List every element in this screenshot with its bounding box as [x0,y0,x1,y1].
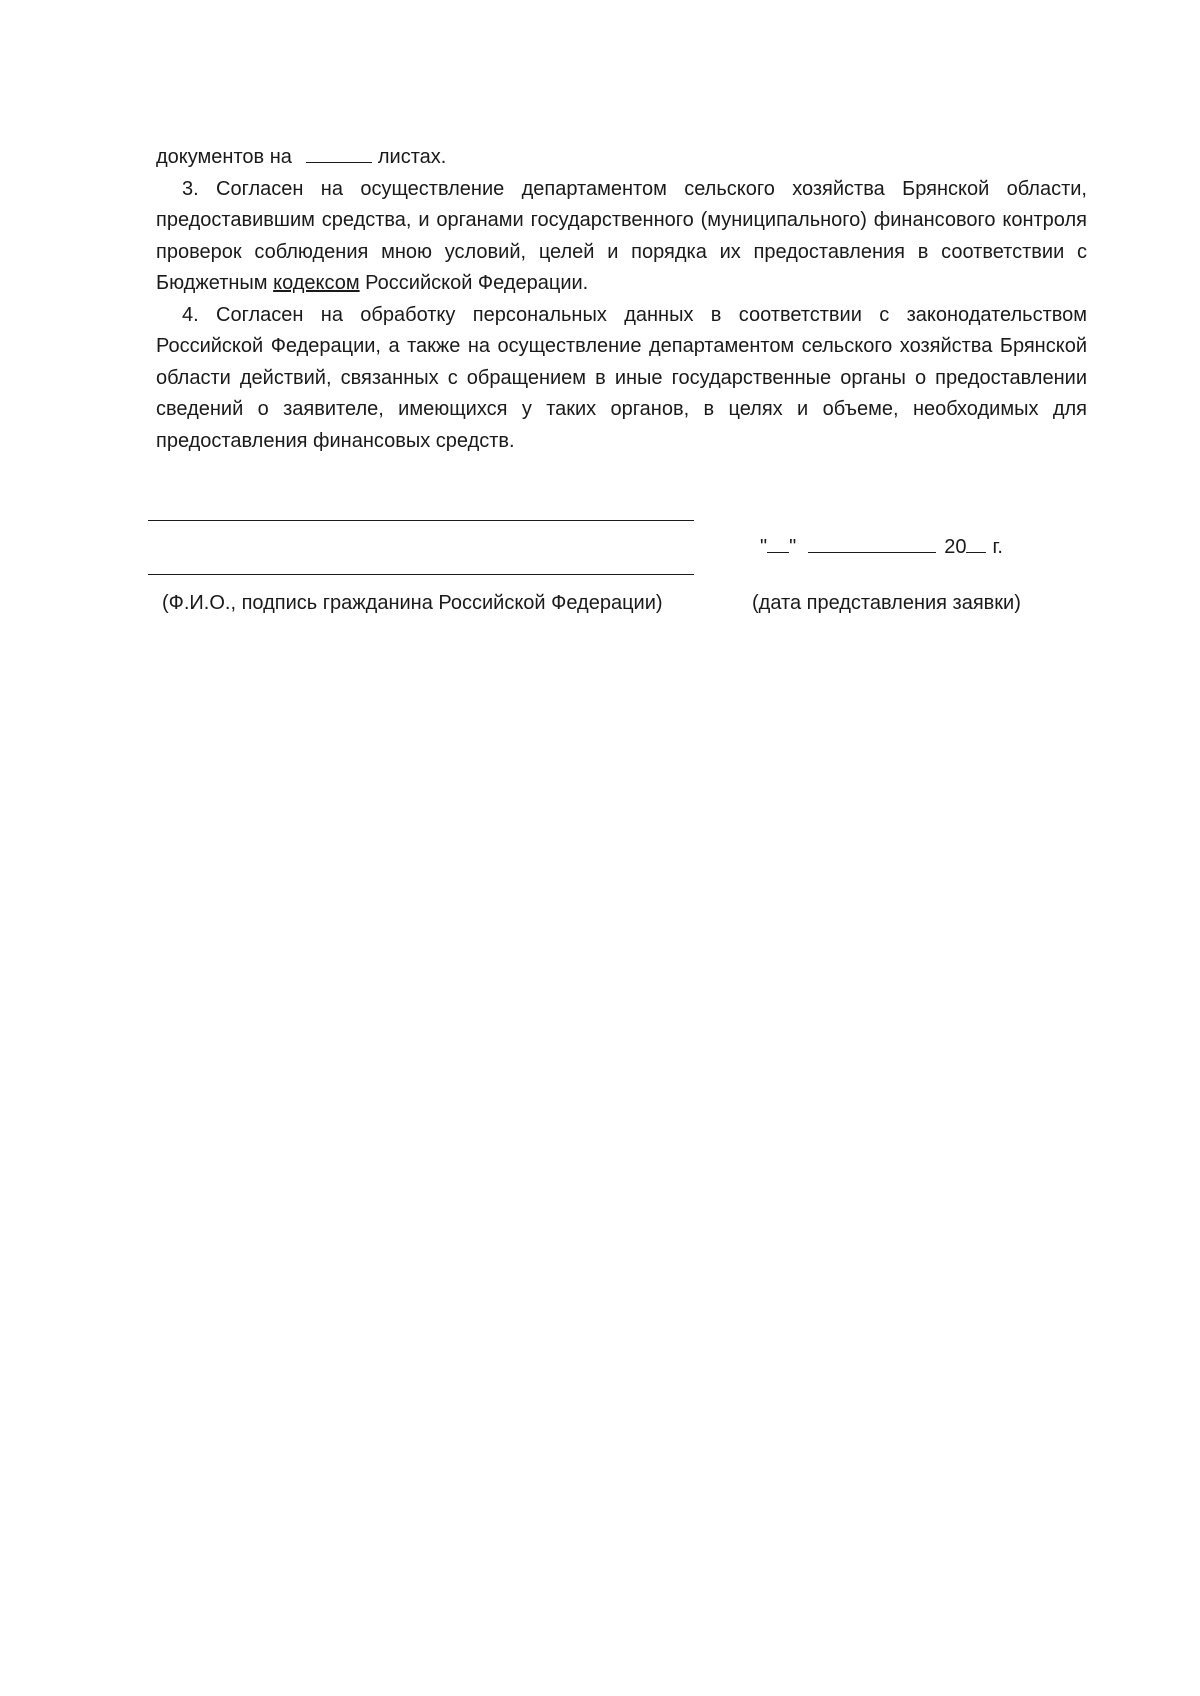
consent-paragraph-3 [156,174,1087,300]
sheets-label: листах. [377,146,447,168]
consent-paragraph-4: 4. Согласен на обработку персональных данных в соответствии с законодательством Российской Федерации, а также на осуществление департаментом сельского хозяйства Брянской области действий, связанных с обращением в иные государственные органы о предоставлении сведений о заявителе, имеющихся у таких органов, в целях и объеме, необходимых для предоставления финансовых средств. [156,303,1087,452]
day-blank[interactable] [767,534,789,553]
signature-line-top[interactable] [148,520,694,521]
documents-count-line [156,142,1087,174]
budget-code-link[interactable]: кодексом [273,272,360,294]
consent-3-text: 3. Согласен на осуществление департаментом сельского хозяйства Брянской области, предоставившим средства, и органами государственного (муниципального) финансового контроля проверок соблюдения мною условий, целей и порядка их предоставления в соответствии с Бюджетным [156,177,1087,294]
signature-line-bottom[interactable] [148,574,694,575]
consent-3-end: Российской Федерации. [359,272,589,294]
sheets-count-blank[interactable] [306,142,372,163]
document-body [156,142,1087,457]
year-blank[interactable] [966,534,986,553]
year-prefix: 20 [944,536,967,558]
open-quote: " [760,536,768,558]
documents-count-label: документов на [156,146,292,168]
month-blank[interactable] [808,534,936,553]
date-caption: (дата представления заявки) [752,592,1021,614]
signature-caption: (Ф.И.О., подпись гражданина Российской Федерации) [162,592,663,614]
close-quote: " [789,536,797,558]
date-field [760,534,1003,560]
year-suffix: г. [992,536,1003,558]
